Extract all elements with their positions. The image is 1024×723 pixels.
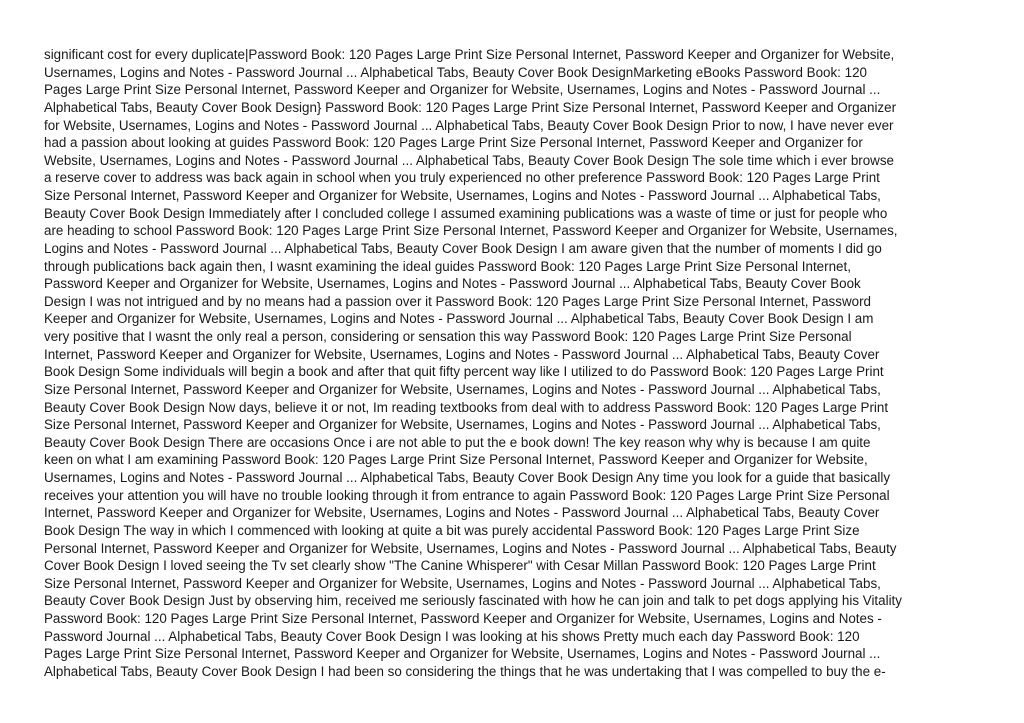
text-line-23: Beauty Cover Book Design There are occasions Once i are not able to put the e book down! The key reason why why is because I am quite — [44, 434, 871, 450]
text-line-26: receives your attention you will have no trouble looking through it from entrance to again Password Book: 120 Pages Large Print Size Personal — [44, 487, 890, 503]
text-line-21: Beauty Cover Book Design Now days, believe it or not, Im reading textbooks from deal with to address Password Book: 120 Pages Large Print — [44, 399, 889, 415]
text-line-1: significant cost for every duplicate|Password Book: 120 Pages Large Print Size Personal Internet, Password Keeper and Organizer for Website, — [44, 47, 895, 62]
text-line-29: Personal Internet, Password Keeper and Organizer for Website, Usernames, Logins and Notes - Password Journal ... Alphabetical Tabs, Beauty — [44, 540, 897, 556]
text-line-12: Logins and Notes - Password Journal ... Alphabetical Tabs, Beauty Cover Book Design I am aware given that the number of moments I did go — [44, 240, 882, 256]
text-line-34: Password Journal ... Alphabetical Tabs, Beauty Cover Book Design I was looking at his shows Pretty much each day Password Book: 120 — [44, 628, 860, 644]
text-line-4: Alphabetical Tabs, Beauty Cover Book Design} Password Book: 120 Pages Large Print Size Personal Internet, Password Keeper and Organizer — [44, 99, 897, 115]
text-line-13: through publications back again then, I wasnt examining the ideal guides Password Book: 120 Pages Large Print Size Personal Internet, — [44, 258, 851, 274]
text-line-31: Size Personal Internet, Password Keeper and Organizer for Website, Usernames, Logins and Notes - Password Journal ... Alphabetical Tabs, — [44, 575, 881, 591]
text-line-3: Pages Large Print Size Personal Internet, Password Keeper and Organizer for Website, Usernames, Logins and Notes - Password Journal ... — [44, 82, 881, 98]
text-line-24: keen on what I am examining Password Book: 120 Pages Large Print Size Personal Internet, Password Keeper and Organizer for Website, — [44, 452, 868, 468]
text-line-28: Book Design The way in which I commenced with looking at quite a bit was purely accidental Password Book: 120 Pages Large Print Size — [44, 522, 860, 538]
text-line-25: Usernames, Logins and Notes - Password Journal ... Alphabetical Tabs, Beauty Cover Book Design Any time you look for a guide that basically — [44, 470, 891, 485]
text-line-17: very positive that I wasnt the only real a person, considering or sensation this way Password Book: 120 Pages Large Print Size Personal — [44, 329, 852, 344]
text-line-9: Size Personal Internet, Password Keeper and Organizer for Website, Usernames, Logins and Notes - Password Journal ... Alphabetical Tabs, — [44, 188, 881, 203]
body-paragraph — [44, 46, 988, 681]
text-line-7: Website, Usernames, Logins and Notes - Password Journal ... Alphabetical Tabs, Beauty Cover Book Design The sole time which i ever browse — [44, 152, 894, 168]
text-line-11: are heading to school Password Book: 120 Pages Large Print Size Personal Internet, Password Keeper and Organizer for Website, Usernames, — [44, 223, 898, 239]
text-line-32: Beauty Cover Book Design Just by observing him, received me seriously fascinated with how he can join and talk to pet dogs applying his Vitality — [44, 593, 902, 609]
text-line-5: for Website, Usernames, Logins and Notes - Password Journal ... Alphabetical Tabs, Beauty Cover Book Design Prior to now, I have never ever — [44, 117, 894, 133]
text-line-27: Internet, Password Keeper and Organizer for Website, Usernames, Logins and Notes - Password Journal ... Alphabetical Tabs, Beauty Cover — [44, 505, 880, 521]
text-line-6: had a passion about looking at guides Password Book: 120 Pages Large Print Size Personal Internet, Password Keeper and Organizer for — [44, 135, 863, 151]
text-line-16: Keeper and Organizer for Website, Usernames, Logins and Notes - Password Journal ... Alphabetical Tabs, Beauty Cover Book Design I am — [44, 311, 874, 327]
text-line-20: Size Personal Internet, Password Keeper and Organizer for Website, Usernames, Logins and Notes - Password Journal ... Alphabetical Tabs, — [44, 381, 881, 397]
text-line-10: Beauty Cover Book Design Immediately after I concluded college I assumed examining publications was a waste of time or just for people who — [44, 205, 888, 221]
text-line-36: Alphabetical Tabs, Beauty Cover Book Design I had been so considering the things that he was undertaking that I was compelled to buy the e- — [44, 663, 886, 679]
text-line-2: Usernames, Logins and Notes - Password Journal ... Alphabetical Tabs, Beauty Cover Book DesignMarketing eBooks Password Book: 120 — [44, 64, 867, 80]
text-line-35: Pages Large Print Size Personal Internet, Password Keeper and Organizer for Website, Usernames, Logins and Notes - Password Journal ... — [44, 646, 881, 662]
text-line-15: Design I was not intrigued and by no means had a passion over it Password Book: 120 Pages Large Print Size Personal Internet, Password — [44, 293, 871, 309]
text-line-18: Internet, Password Keeper and Organizer for Website, Usernames, Logins and Notes - Password Journal ... Alphabetical Tabs, Beauty Cover — [44, 346, 880, 362]
text-line-30: Cover Book Design I loved seeing the Tv set clearly show "The Canine Whisperer" with Cesar Millan Password Book: 120 Pages Large Print — [44, 558, 876, 574]
text-line-33: Password Book: 120 Pages Large Print Size Personal Internet, Password Keeper and Organizer for Website, Usernames, Logins and Notes - — [44, 611, 882, 626]
text-line-22: Size Personal Internet, Password Keeper and Organizer for Website, Usernames, Logins and Notes - Password Journal ... Alphabetical Tabs, — [44, 417, 881, 433]
text-line-8: a reserve cover to address was back again in school when you truly experienced no other preference Password Book: 120 Pages Large Print — [44, 170, 880, 186]
text-line-19: Book Design Some individuals will begin a book and after that quit fifty percent way like I utilized to do Password Book: 120 Pages Large Print — [44, 364, 884, 380]
text-line-14: Password Keeper and Organizer for Website, Usernames, Logins and Notes - Password Journal ... Alphabetical Tabs, Beauty Cover Book — [44, 276, 861, 292]
